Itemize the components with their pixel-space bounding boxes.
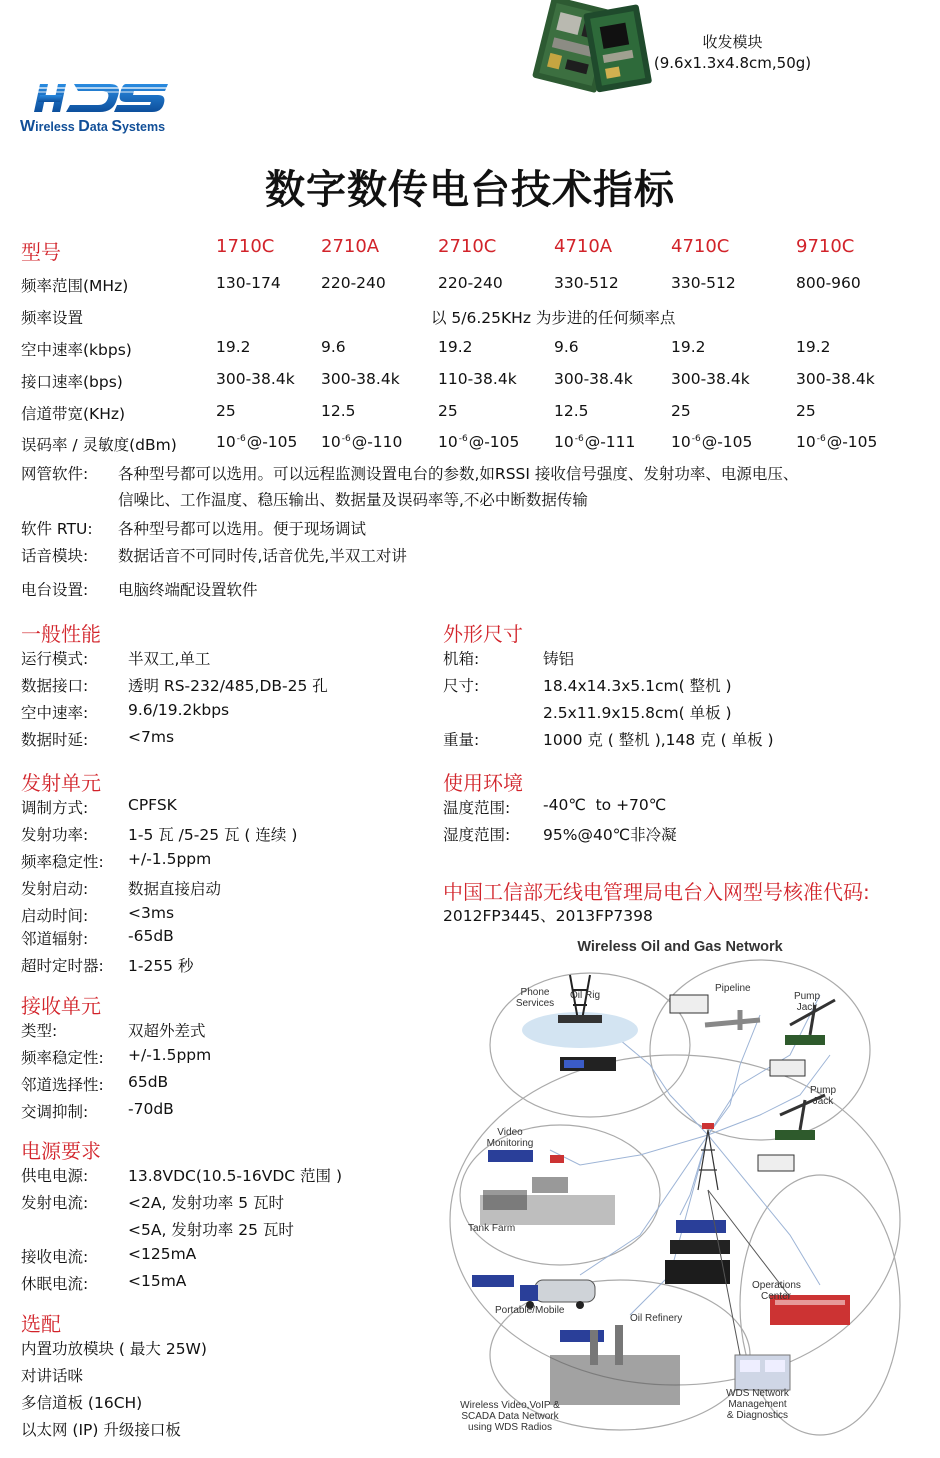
- item-value: 铸铝: [543, 650, 575, 668]
- spec-cell: 300-38.4k: [796, 370, 875, 388]
- ber-exponent: -6: [691, 434, 701, 444]
- item-value: <125mA: [128, 1245, 197, 1263]
- spec-row-frequency: [21, 274, 921, 296]
- spec-cell: 300-38.4k: [216, 370, 295, 388]
- spec-cell: 19.2: [438, 338, 473, 356]
- logo-graphic: [18, 78, 178, 118]
- item-key: 数据时延:: [21, 731, 89, 749]
- ber-base: 10: [438, 433, 458, 451]
- general-item: [21, 674, 421, 696]
- label-refinery: Oil Refinery: [630, 1313, 683, 1324]
- software-nms: [21, 462, 921, 510]
- ber-base: 10: [671, 433, 691, 451]
- item-value: 1-5 瓦 /5-25 瓦 ( 连续 ): [128, 826, 298, 844]
- power-item: [21, 1164, 421, 1186]
- item-value: +/-1.5ppm: [128, 850, 212, 868]
- item-key: 频率稳定性:: [21, 853, 104, 871]
- environment-item: [443, 796, 903, 818]
- spec-cell: 130-174: [216, 274, 281, 292]
- ber-cell: [796, 433, 877, 451]
- option-item: 内置功放模块 ( 最大 25W): [21, 1340, 207, 1358]
- approval-codes: 2012FP3445、2013FP7398: [443, 907, 653, 925]
- spec-row-bandwidth: [21, 402, 921, 424]
- software-line: 电脑终端配设置软件: [118, 581, 258, 599]
- ber-suffix: @-110: [351, 433, 403, 451]
- spec-cell: 300-38.4k: [671, 370, 750, 388]
- ber-cell: [438, 433, 519, 451]
- spec-cell: 300-38.4k: [554, 370, 633, 388]
- spec-cell: 25: [671, 402, 691, 420]
- receiver-item: [21, 1073, 421, 1095]
- module-caption: [650, 32, 815, 74]
- logo-tagline-part: ata: [89, 120, 112, 134]
- logo-tagline-part: ireless: [35, 120, 79, 134]
- spec-row-label: 空中速率(kbps): [21, 341, 132, 359]
- item-key: 邻道辐射:: [21, 930, 89, 948]
- ber-exponent: -6: [236, 434, 246, 444]
- transmitter-item: [21, 927, 421, 949]
- spec-cell: 19.2: [796, 338, 831, 356]
- spec-cell: 330-512: [554, 274, 619, 292]
- item-value: <7ms: [128, 728, 175, 746]
- item-value: 1000 克 ( 整机 ),148 克 ( 单板 ): [543, 731, 774, 749]
- spec-row-interface-rate: [21, 370, 921, 392]
- ber-base: 10: [796, 433, 816, 451]
- item-key: 交调抑制:: [21, 1103, 89, 1121]
- section-general-title: 一般性能: [21, 622, 101, 646]
- model-header-label: 型号: [21, 240, 61, 264]
- label-video: Video Monitoring: [486, 1127, 534, 1149]
- item-key: 数据接口:: [21, 677, 89, 695]
- item-value: 双超外差式: [128, 1022, 206, 1040]
- item-key: 调制方式:: [21, 799, 89, 817]
- spec-cell: 330-512: [671, 274, 736, 292]
- software-line: 数据话音不可同时传,话音优先,半双工对讲: [118, 547, 407, 565]
- ber-exponent: -6: [816, 434, 826, 444]
- software-label: 网管软件:: [21, 465, 89, 483]
- section-options-title: 选配: [21, 1312, 61, 1336]
- company-logo: [18, 78, 178, 140]
- item-value: 13.8VDC(10.5-16VDC 范围 ): [128, 1167, 343, 1185]
- label-pump-jack-2: Pump Jack: [809, 1085, 837, 1107]
- spec-span-value: 以 5/6.25KHz 为步进的任何频率点: [431, 309, 676, 327]
- spec-cell: 12.5: [321, 402, 356, 420]
- logo-tagline-part: S: [111, 118, 122, 135]
- software-line: 各种型号都可以选用。可以远程监测设置电台的参数,如RSSI 接收信号强度、发射功率、电源电压、: [118, 465, 799, 483]
- spec-cell: 300-38.4k: [321, 370, 400, 388]
- transmitter-item: [21, 954, 421, 976]
- label-phone: Phone Services: [515, 987, 555, 1009]
- spec-cell: 220-240: [321, 274, 386, 292]
- ber-base: 10: [321, 433, 341, 451]
- ber-cell: [554, 433, 635, 451]
- item-value: 数据直接启动: [128, 880, 222, 898]
- power-item: [21, 1272, 421, 1294]
- item-value: CPFSK: [128, 796, 177, 814]
- module-photo: [520, 0, 655, 100]
- software-line: 各种型号都可以选用。便于现场调试: [118, 520, 367, 538]
- software-label: 软件 RTU:: [21, 520, 93, 538]
- ber-cell: [671, 433, 752, 451]
- ber-suffix: @-105: [701, 433, 753, 451]
- spec-row-freq-setting: [21, 306, 921, 328]
- dimension-item: [443, 701, 903, 723]
- receiver-item: [21, 1100, 421, 1122]
- item-value: <5A, 发射功率 25 瓦时: [128, 1221, 294, 1239]
- item-value: 18.4x14.3x5.1cm( 整机 ): [543, 677, 732, 695]
- item-key: 发射启动:: [21, 880, 89, 898]
- ber-exponent: -6: [458, 434, 468, 444]
- spec-cell: 19.2: [216, 338, 251, 356]
- item-key: 频率稳定性:: [21, 1049, 104, 1067]
- item-value: 65dB: [128, 1073, 169, 1091]
- label-portable: Portable/Mobile: [495, 1305, 565, 1316]
- receiver-item: [21, 1046, 421, 1068]
- spec-row-label: 信道带宽(KHz): [21, 405, 126, 423]
- item-key: 供电电源:: [21, 1167, 89, 1185]
- model-name: 9710C: [796, 236, 855, 257]
- item-key: 发射功率:: [21, 826, 89, 844]
- item-key: 运行模式:: [21, 650, 89, 668]
- receiver-item: [21, 1019, 421, 1041]
- item-value: 2.5x11.9x15.8cm( 单板 ): [543, 704, 732, 722]
- item-value: <15mA: [128, 1272, 187, 1290]
- item-key: 重量:: [443, 731, 480, 749]
- item-value: 透明 RS-232/485,DB-25 孔: [128, 677, 328, 695]
- spec-row-label: 频率范围(MHz): [21, 277, 129, 295]
- page-title: 数字数传电台技术指标: [265, 167, 675, 213]
- dimension-item: [443, 728, 903, 750]
- dimension-item: [443, 674, 903, 696]
- item-key: 机箱:: [443, 650, 480, 668]
- transmitter-item: [21, 877, 421, 899]
- spec-cell: 25: [216, 402, 236, 420]
- power-item: [21, 1245, 421, 1267]
- approval-title: 中国工信部无线电管理局电台入网型号核准代码:: [443, 880, 870, 904]
- transmitter-item: [21, 850, 421, 872]
- item-value: 半双工,单工: [128, 650, 211, 668]
- general-item: [21, 701, 421, 723]
- ber-suffix: @-105: [826, 433, 878, 451]
- item-value: +/-1.5ppm: [128, 1046, 212, 1064]
- software-line: 信噪比、工作温度、稳压输出、数据量及误码率等,不必中断数据传输: [118, 491, 588, 509]
- item-key: 接收电流:: [21, 1248, 89, 1266]
- section-power-title: 电源要求: [21, 1139, 101, 1163]
- section-dimensions-title: 外形尺寸: [443, 622, 523, 646]
- spec-cell: 25: [796, 402, 816, 420]
- dimension-item: [443, 647, 903, 669]
- model-name: 4710C: [671, 236, 730, 257]
- spec-cell: 19.2: [671, 338, 706, 356]
- section-transmitter-title: 发射单元: [21, 771, 101, 795]
- item-key: 尺寸:: [443, 677, 480, 695]
- power-item: [21, 1218, 421, 1240]
- option-item: 以太网 (IP) 升级接口板: [21, 1421, 181, 1439]
- item-key: 休眠电流:: [21, 1275, 89, 1293]
- item-key: 湿度范围:: [443, 826, 511, 844]
- spec-row-air-rate: [21, 338, 921, 360]
- software-label: 电台设置:: [21, 581, 89, 599]
- item-value: 1-255 秒: [128, 957, 194, 975]
- ber-base: 10: [554, 433, 574, 451]
- spec-cell: 9.6: [321, 338, 346, 356]
- model-name: 2710A: [321, 236, 380, 257]
- general-item: [21, 728, 421, 750]
- ber-suffix: @-105: [246, 433, 298, 451]
- option-item: 对讲话咪: [21, 1367, 84, 1385]
- diagram-illustration: [440, 935, 920, 1440]
- software-voice: [21, 544, 921, 566]
- label-footer: Wireless Video,VoIP & SCADA Data Network using WDS Radios: [460, 1400, 560, 1433]
- model-name: 1710C: [216, 236, 275, 257]
- item-value: -70dB: [128, 1100, 174, 1118]
- transmitter-item: [21, 904, 421, 926]
- item-key: 邻道选择性:: [21, 1076, 104, 1094]
- item-value: 95%@40℃非冷凝: [543, 826, 677, 844]
- software-setup: [21, 578, 921, 600]
- label-operations: Operations Center: [752, 1280, 801, 1302]
- item-value: -65dB: [128, 927, 174, 945]
- item-value: 9.6/19.2kbps: [128, 701, 230, 719]
- spec-cell: 12.5: [554, 402, 589, 420]
- transmitter-item: [21, 796, 421, 818]
- logo-tagline-part: ystems: [121, 120, 166, 134]
- ber-suffix: @-111: [584, 433, 636, 451]
- label-wds: WDS Network Management & Diagnostics: [726, 1388, 789, 1421]
- logo-tagline: [20, 118, 165, 136]
- item-value: -40℃ to +70℃: [543, 796, 667, 814]
- item-key: 发射电流:: [21, 1194, 89, 1212]
- spec-cell: 110-38.4k: [438, 370, 517, 388]
- model-name: 2710C: [438, 236, 497, 257]
- spec-table-header: [21, 236, 921, 264]
- environment-item: [443, 823, 903, 845]
- item-value: <2A, 发射功率 5 瓦时: [128, 1194, 285, 1212]
- item-key: 启动时间:: [21, 907, 89, 925]
- module-caption-line2: (9.6x1.3x4.8cm,50g): [653, 54, 812, 72]
- item-key: 空中速率:: [21, 704, 89, 722]
- general-item: [21, 647, 421, 669]
- ber-cell: [216, 433, 297, 451]
- software-rtu: [21, 517, 921, 539]
- option-item: 多信道板 (16CH): [21, 1394, 143, 1412]
- spec-row-label: 接口速率(bps): [21, 373, 123, 391]
- spec-cell: 9.6: [554, 338, 579, 356]
- logo-tagline-part: D: [78, 118, 90, 135]
- power-item: [21, 1191, 421, 1213]
- model-name: 4710A: [554, 236, 613, 257]
- ber-suffix: @-105: [468, 433, 520, 451]
- label-pipeline: Pipeline: [715, 983, 751, 994]
- ber-exponent: -6: [574, 434, 584, 444]
- spec-row-label: 频率设置: [21, 309, 84, 327]
- spec-cell: 220-240: [438, 274, 503, 292]
- module-caption-line1: 收发模块: [702, 33, 763, 51]
- item-key: 温度范围:: [443, 799, 511, 817]
- label-tank-farm: Tank Farm: [468, 1223, 516, 1234]
- spec-row-ber: [21, 433, 921, 455]
- logo-tagline-part: W: [20, 118, 36, 135]
- item-value: <3ms: [128, 904, 175, 922]
- software-label: 话音模块:: [21, 547, 89, 565]
- section-receiver-title: 接收单元: [21, 994, 101, 1018]
- ber-base: 10: [216, 433, 236, 451]
- diagram-title: Wireless Oil and Gas Network: [577, 939, 783, 955]
- spec-cell: 25: [438, 402, 458, 420]
- label-oil-rig: Oil Rig: [570, 990, 601, 1001]
- spec-row-label: 误码率 / 灵敏度(dBm): [21, 436, 177, 454]
- item-key: 类型:: [21, 1022, 58, 1040]
- transmitter-item: [21, 823, 421, 845]
- spec-cell: 800-960: [796, 274, 861, 292]
- label-pump-jack-1: Pump Jack: [793, 991, 821, 1013]
- ber-cell: [321, 433, 402, 451]
- network-diagram: [440, 935, 920, 1440]
- item-key: 超时定时器:: [21, 957, 104, 975]
- section-environment-title: 使用环境: [443, 771, 523, 795]
- ber-exponent: -6: [341, 434, 351, 444]
